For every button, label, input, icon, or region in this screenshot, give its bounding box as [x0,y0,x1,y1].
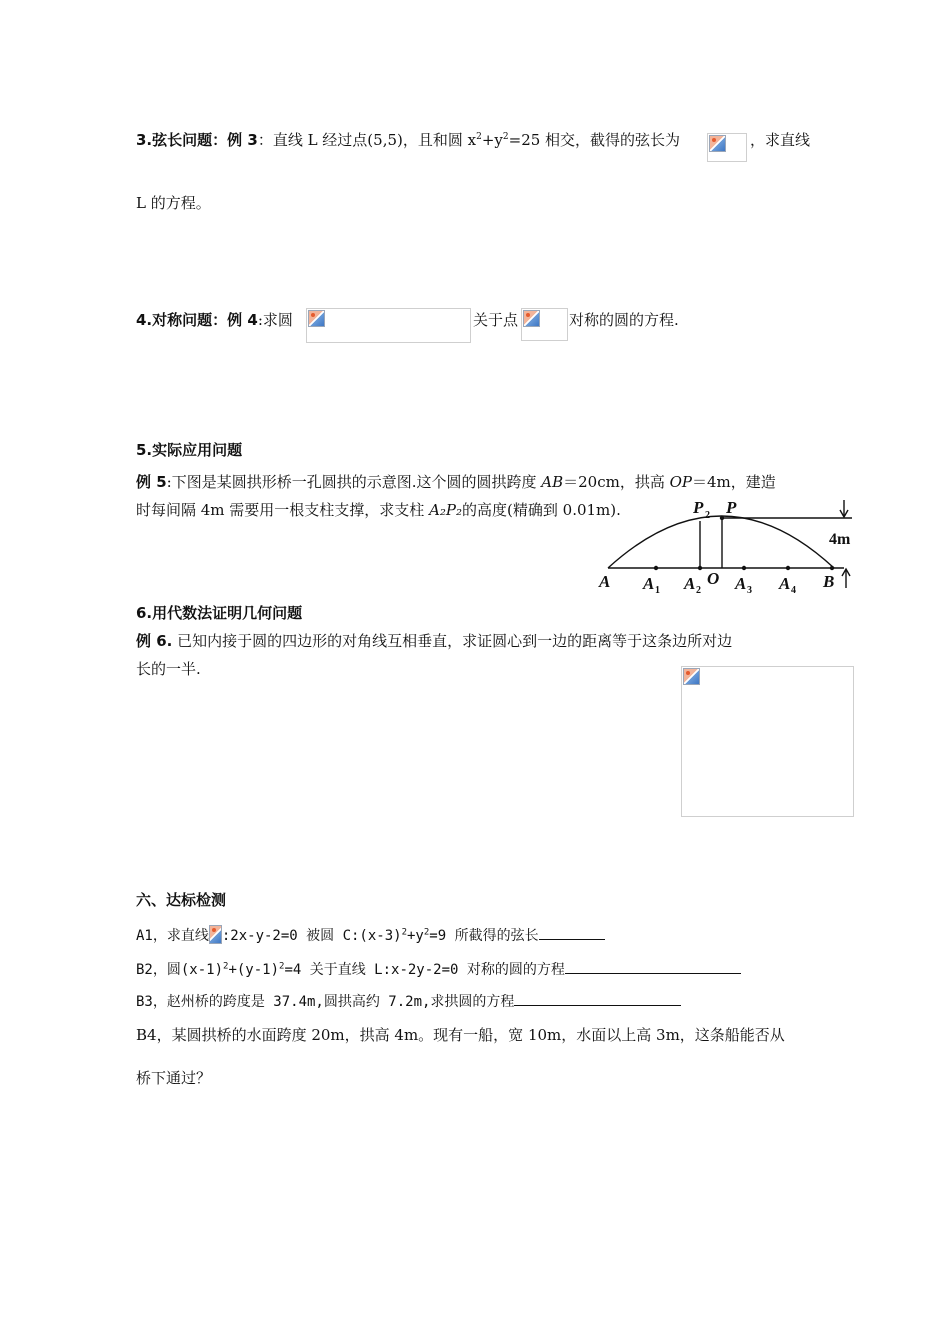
bridge-arch-diagram [596,494,866,598]
b2-sup1: 2 [223,961,229,972]
q5-ab: AB [541,473,564,491]
label-a4: A [779,574,791,593]
a1-answer-blank[interactable] [539,924,605,940]
q3-line2: L 的方程。 [136,194,211,212]
a1-text-d: =9 所截得的弦长 [429,928,539,944]
q3-sup1: 2 [476,132,482,142]
label-4m: 4m [829,531,851,548]
arch-curve [608,516,834,568]
q3-example-label: 例 3 [227,131,258,149]
b2-text-c: =4 关于直线 L:x-2y-2=0 对称的圆的方程 [284,962,565,978]
point-a4 [786,566,790,570]
q5-op: OP [669,473,692,491]
q6-line1 [136,631,732,651]
point-b [830,566,834,570]
b3-text: B3，赵州桥的跨度是 37.4m,圆拱高约 7.2m,求拱圆的方程 [136,994,515,1010]
point-a2 [698,566,702,570]
q3-text-a: ：直线 L 经过点(5,5)，且和圆 x [257,131,477,149]
q5-example-label: 例 5 [136,473,167,491]
label-a: A [599,572,611,591]
sec6-b4-line2: 桥下通过？ [136,1069,212,1087]
q6-line1-text: 已知内接于圆的四边形的对角线互相垂直，求证圆心到一边的距离等于这条边所对边 [172,632,733,650]
label-a3: A [735,574,747,593]
label-b: B [823,572,835,591]
q4-text-b: 关于点 [473,311,519,329]
b2-text-b: +(y-1) [228,962,280,978]
broken-image-icon [209,925,222,944]
sec6-a1 [136,924,605,945]
sec6-b4-line1: B4，某圆拱桥的水面跨度 20m，拱高 4m。现有一船，宽 10m，水面以上高 3m，这条船能否从 [136,1026,785,1044]
q6-example-label: 例 6. [136,632,173,650]
q3-text-c: =25 相交，截得的弦长为 [508,131,681,149]
q4-circle-equation-image [306,308,471,343]
sec6-b3 [136,990,681,1011]
q4-example-label: 例 4 [227,311,258,329]
q4-text-c: 对称的圆的方程. [569,311,679,329]
broken-image-icon [683,668,700,685]
q5-a2p2: A₂P₂ [429,501,463,519]
label-a4-sub: 4 [791,585,796,596]
q4-line [136,310,293,330]
label-p2-sub: 2 [705,510,710,521]
q4-heading: 4.对称问题： [136,311,228,329]
broken-image-icon [523,310,540,327]
q5-line1-c: ＝4m，建造 [692,473,776,491]
a1-text-a: A1，求直线 [136,928,209,944]
sec6-b2 [136,958,741,979]
label-a3-sub: 3 [747,585,752,596]
label-p: P [726,498,737,517]
a1-text-c: +y [407,928,424,944]
q5-line1-b: ＝20cm，拱高 [563,473,670,491]
point-a3 [742,566,746,570]
point-a1 [654,566,658,570]
q5-line2-a: 时每间隔 4m 需要用一根支柱支撑，求支柱 [136,501,430,519]
section6-heading: 六、达标检测 [136,891,227,909]
q3-sup2: 2 [502,132,509,142]
a1-line-image [209,925,222,944]
q3-line1-end: ，求直线 [750,131,811,149]
b2-text-a: B2，圆(x-1) [136,962,224,978]
q4-point-image [521,308,568,341]
q5-line1-a: :下图是某圆拱形桥一孔圆拱的示意图.这个圆的圆拱跨度 [166,473,542,491]
q5-line2-b: 的高度(精确到 0.01m). [462,501,621,519]
q5-line2 [136,500,621,520]
q3-text-b: +y [481,131,503,149]
q6-heading: 6.用代数法证明几何问题 [136,604,303,622]
b2-answer-blank[interactable] [565,958,741,974]
q3-chord-length-image [707,133,747,162]
q5-line1 [136,472,776,492]
b3-answer-blank[interactable] [514,990,681,1006]
label-a1-sub: 1 [655,585,660,596]
label-p2: P [693,498,704,517]
broken-image-icon [709,135,726,152]
label-a2: A [684,574,696,593]
a1-sup1: 2 [401,927,407,938]
label-a1: A [643,574,655,593]
b2-sup2: 2 [279,961,285,972]
q3-line1 [136,130,680,150]
q6-figure-image [681,666,854,817]
q4-text-a: :求圆 [257,311,293,329]
q3-heading: 3.弦长问题： [136,131,228,149]
a1-text-b: :2x-y-2=0 被圆 C:(x-3) [221,928,402,944]
label-o: O [707,569,720,588]
q6-line2: 长的一半. [136,660,201,678]
label-a2-sub: 2 [696,585,701,596]
point-p [720,516,724,520]
q5-heading: 5.实际应用问题 [136,441,243,459]
a1-sup2: 2 [423,927,430,938]
broken-image-icon [308,310,325,327]
